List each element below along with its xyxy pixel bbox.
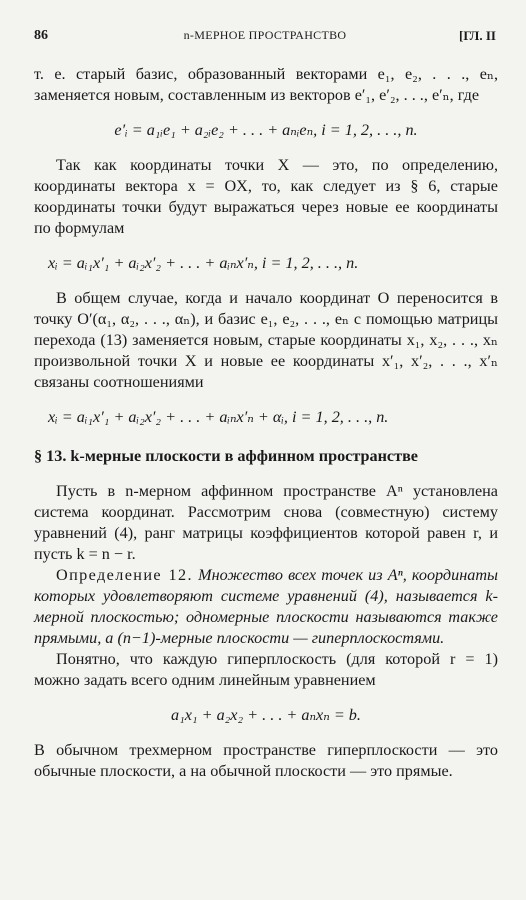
page-header xyxy=(34,28,496,48)
paragraph-system: Пусть в n-мерном аффинном пространстве Aⁿ установлена система координат. Рассмотрим снова (совместную) систему уравнений (4), ранг матрицы коэффициентов которой равен r, и пусть k = n − r. xyxy=(34,482,498,563)
paragraph-three-dim: В обычном трехмерном пространстве гиперплоскости — это обычные плоскости, а на обычной плоскости — это прямые. xyxy=(34,741,498,780)
section-heading: § 13. k-мерные плоскости в аффинном пространстве xyxy=(34,447,418,465)
definition-body: Множество всех точек из Aⁿ, координаты которых удовлетворяют системе уравнений (4), называется k-мерной плоскостью; одномерные плоскости называются также прямыми, а (n−1)-мерные плоскости — гиперплоскостями. xyxy=(34,566,498,647)
paragraph-basis-change: т. е. старый базис, образованный векторами e₁, e₂, . . ., eₙ, заменяется новым, составленным из векторов e′₁, e′₂, . . ., e′ₙ, где xyxy=(34,65,498,104)
definition xyxy=(34,565,498,649)
paragraph-coordinates: Так как координаты точки X — это, по определению, координаты вектора x = OX, то, как следует из § 6, старые координаты точки будут выражаться через новые ее координаты по формулам xyxy=(34,156,498,237)
running-title: n-МЕРНОЕ ПРОСТРАНСТВО xyxy=(183,28,347,42)
equation-hyperplane: a₁x₁ + a₂x₂ + . . . + aₙxₙ = b. xyxy=(171,706,361,724)
paragraph-general-case: В общем случае, когда и начало координат O переносится в точку O′(α₁, α₂, . . ., αₙ), и базис e₁, e₂, . . ., eₙ с помощью матрицы перехода (13) заменяется новым, старые координаты x₁, x₂, . . ., xₙ произвольной точки X и новые ее координаты x′₁, x′₂, . . ., x′ₙ связаны соотношениями xyxy=(34,289,498,391)
paragraph-hyperplane: Понятно, что каждую гиперплоскость (для которой r = 1) можно задать всего одним линейным уравнением xyxy=(34,650,498,689)
equation-coordinates: xᵢ = aᵢ₁x′₁ + aᵢ₂x′₂ + . . . + aᵢₙx′ₙ, i = 1, 2, . . ., n. xyxy=(48,254,359,272)
page-number: 86 xyxy=(34,28,48,43)
definition-title: Определение 12. xyxy=(56,566,193,584)
page-body xyxy=(34,64,498,782)
chapter-label: [ГЛ. II xyxy=(459,28,496,43)
equation-basis: e′ᵢ = a₁ᵢe₁ + a₂ᵢe₂ + . . . + aₙᵢeₙ, i = 1, 2, . . ., n. xyxy=(114,121,418,139)
equation-affine: xᵢ = aᵢ₁x′₁ + aᵢ₂x′₂ + . . . + aᵢₙx′ₙ + αᵢ, i = 1, 2, . . ., n. xyxy=(48,408,389,426)
